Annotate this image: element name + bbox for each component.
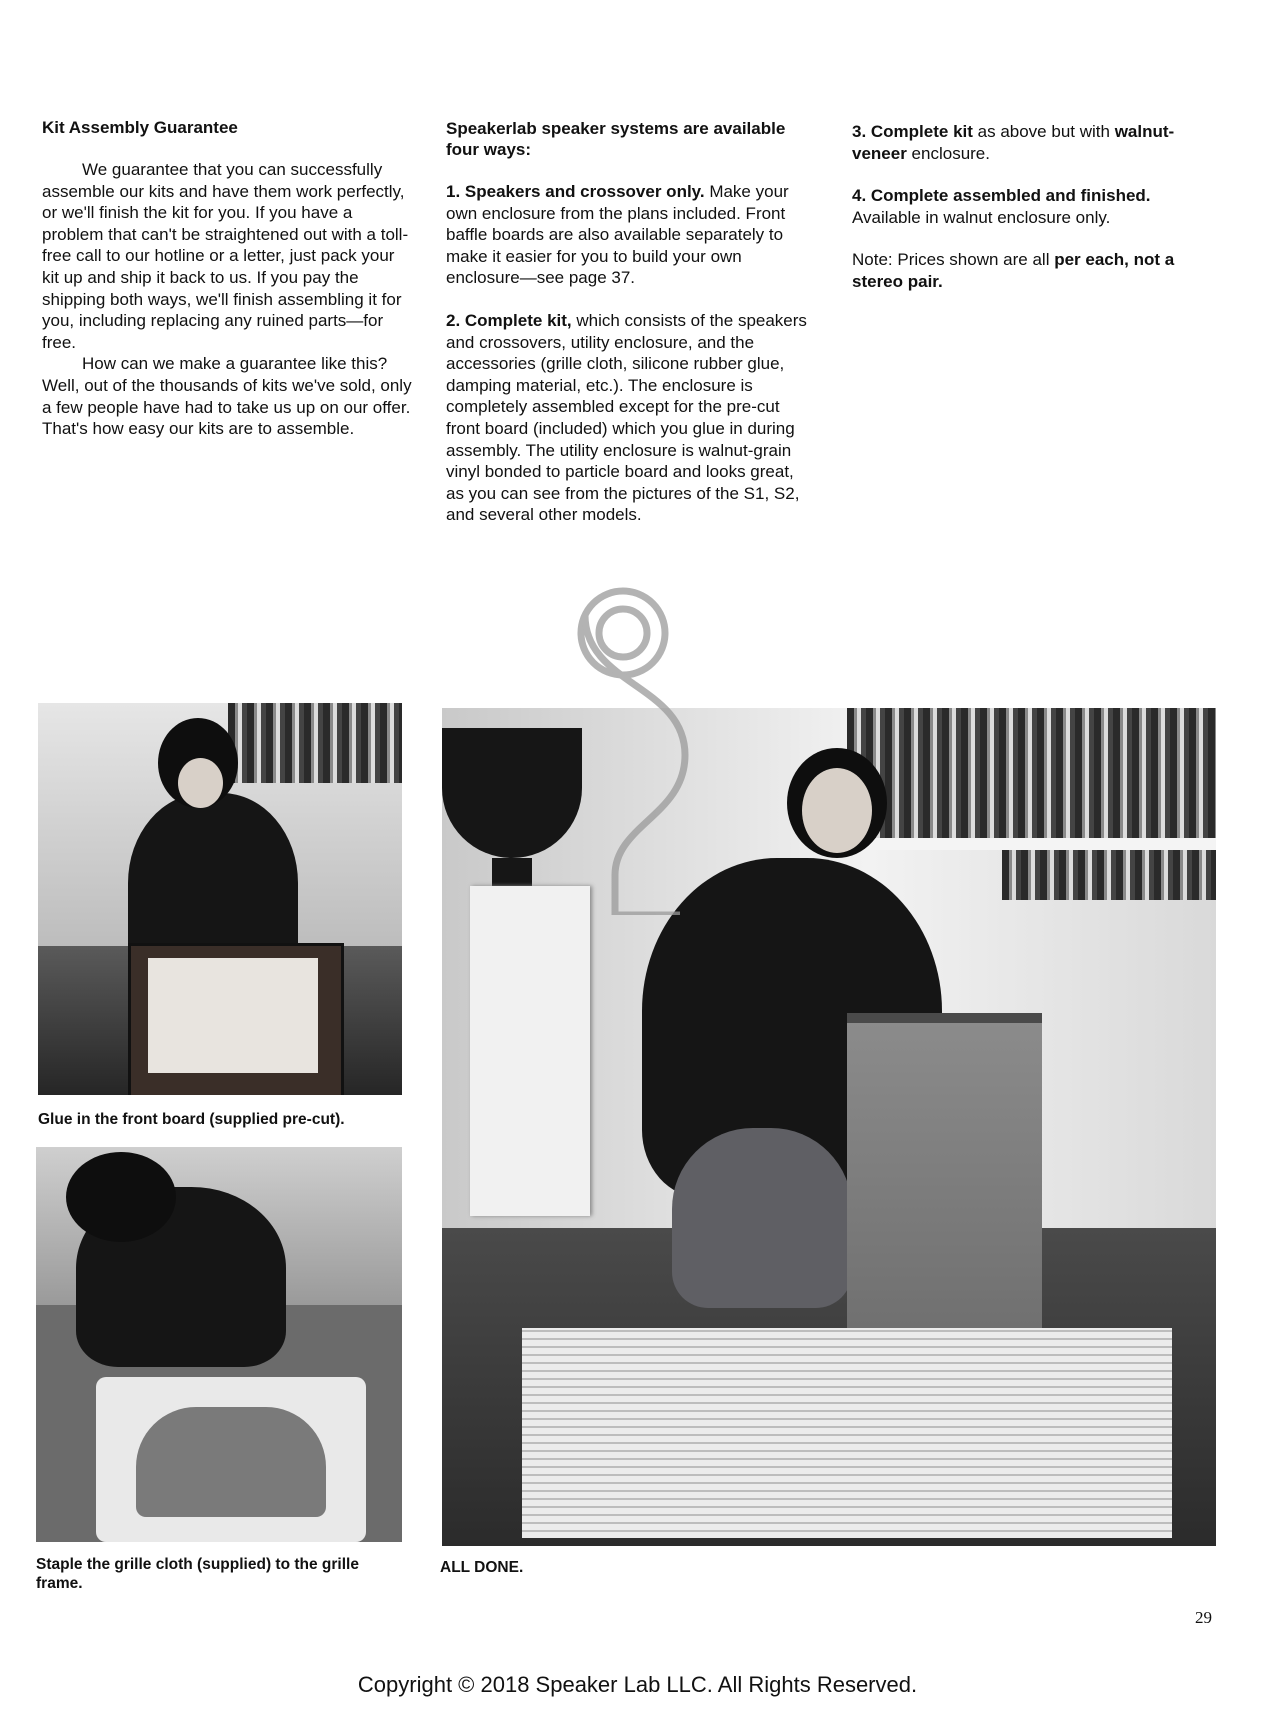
photo-all-done [442, 708, 1216, 1546]
option-4-title: 4. Complete assembled and finished. [852, 186, 1151, 206]
option-1-text: Make your own enclosure from the plans included. Front baffle boards are also available separately to make it easier for you to build your own enclosure—see page 37. [446, 182, 789, 288]
caption-photo-2: Staple the grille cloth (supplied) to the grille frame. [36, 1556, 359, 1592]
option-1-title: 1. Speakers and crossover only. [446, 182, 705, 201]
speaker-lab-logo-watermark [575, 585, 695, 915]
guarantee-paragraph-2: How can we make a guarantee like this? Well, out of the thousands of kits we've sold, only a few people have had to take us up on our offer. That's how easy our kits are to assemble. [42, 354, 412, 439]
option-3-text: as above but with [972, 122, 1115, 141]
option-2 [446, 310, 816, 526]
option-3-title: 3. Complete kit [852, 122, 973, 141]
copyright-notice: Copyright © 2018 Speaker Lab LLC. All Rights Reserved. [357, 1672, 918, 1697]
column-guarantee [42, 117, 412, 440]
option-4 [852, 185, 1227, 207]
price-note-bold: per each, not a stereo pair. [852, 250, 1175, 291]
column-options [446, 118, 816, 526]
caption-photo-1: Glue in the front board (supplied pre-cut). [38, 1111, 345, 1128]
option-4-text: Available in walnut enclosure only. [852, 207, 1111, 227]
caption-photo-3: ALL DONE. [440, 1559, 524, 1576]
photo-staple-grille-cloth [36, 1147, 402, 1542]
option-3-veneer: walnut-veneer [852, 122, 1175, 163]
guarantee-paragraph-1: We guarantee that you can successfully assemble our kits and have them work perfectly, or we'll finish the kit for you. If you have a problem that can't be straightened out with a toll-free call to our hotline or a letter, just pack your kit up and ship it back to us. If you pay the shipping both ways, we'll finish assembling it for you, including replacing any ruined parts—for free. [42, 160, 409, 352]
options-heading: Speakerlab speaker systems are available four ways: [446, 119, 786, 159]
price-note [852, 249, 1227, 292]
option-1 [446, 181, 816, 289]
option-3-end: enclosure. [906, 143, 990, 163]
option-2-text: which consists of the speakers and crossovers, utility enclosure, and the accessories (grille cloth, silicone rubber glue, damping material, etc.). The enclosure is completely assembled except for the pre-cut front board (included) which you glue in during assembly. The utility enclosure is walnut-grain vinyl bonded to particle board and looks great, as you can see from the pictures of the S1, S2, and several other models. [446, 310, 807, 525]
photo-glue-front-board [38, 703, 402, 1095]
price-note-text: Note: Prices shown are all [852, 250, 1055, 270]
option-2-title: 2. Complete kit, [446, 310, 572, 330]
column-options-continued [852, 121, 1227, 293]
guarantee-heading: Kit Assembly Guarantee [42, 118, 238, 137]
page-number: 29 [1195, 1608, 1212, 1627]
option-3 [852, 121, 1227, 164]
